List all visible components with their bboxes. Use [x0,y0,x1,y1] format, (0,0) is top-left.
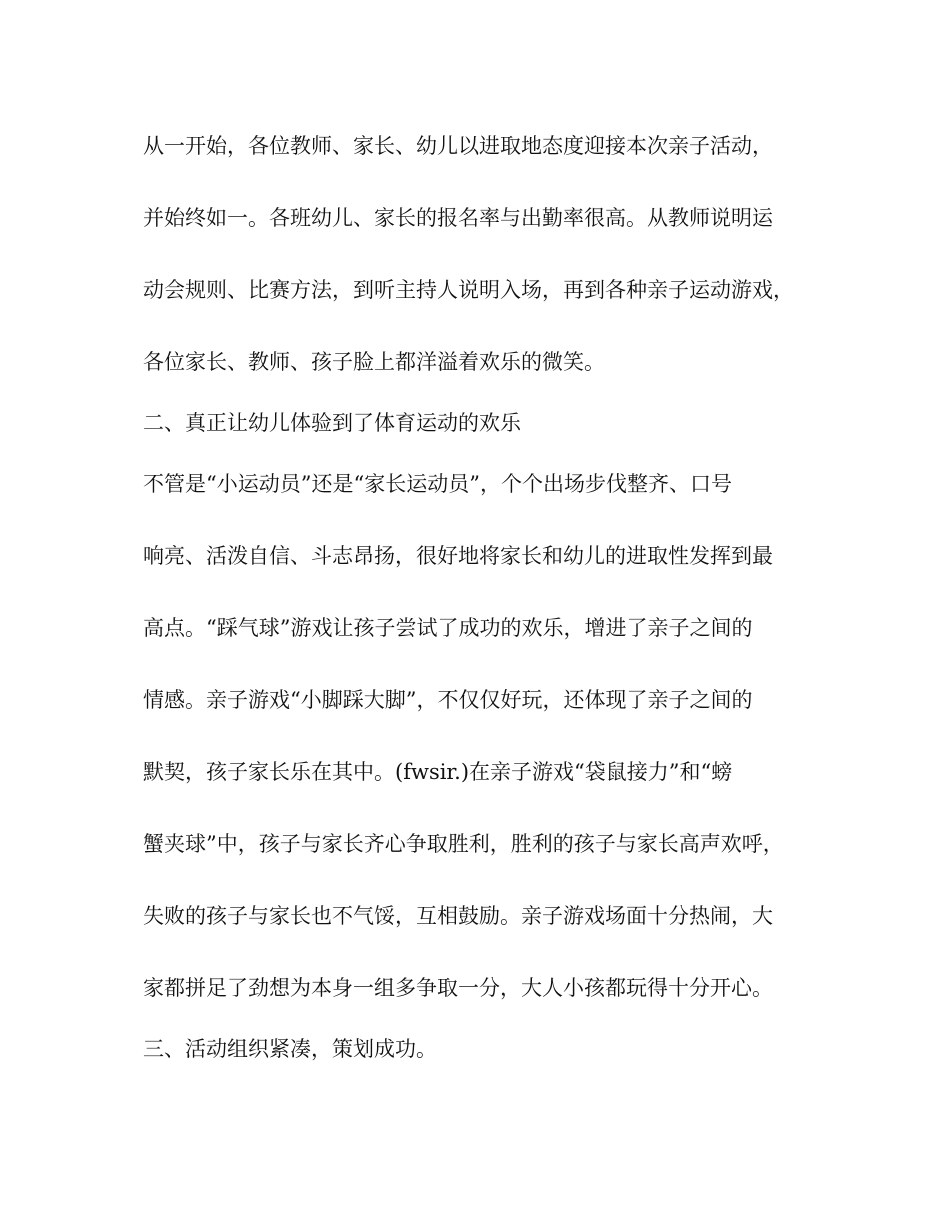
paragraph-line: 动会规则、比赛方法，到听主持人说明入场，再到各种亲子运动游戏， [143,278,794,302]
paragraph-line: 家都拼足了劲想为本身一组多争取一分，大人小孩都玩得十分开心。 [143,976,773,1000]
section-heading: 二、真正让幼儿体验到了体育运动的欢乐 [143,411,521,435]
paragraph-line: 情感。亲子游戏“小脚踩大脚”，不仅仅好玩，还体现了亲子之间的 [143,688,753,712]
paragraph-line: 默契，孩子家长乐在其中。(fwsir.)在亲子游戏“袋鼠接力”和“螃 [143,760,733,784]
paragraph-line: 并始终如一。各班幼儿、家长的报名率与出勤率很高。从教师说明运 [143,206,773,230]
paragraph-line: 高点。“踩气球”游戏让孩子尝试了成功的欢乐，增进了亲子之间的 [143,616,753,640]
section-heading: 三、活动组织紧凑，策划成功。 [143,1037,437,1061]
paragraph-line: 从一开始，各位教师、家长、幼儿以进取地态度迎接本次亲子活动， [143,134,773,158]
paragraph-line: 不管是“小运动员”还是“家长运动员”，个个出场步伐整齐、口号 [143,472,732,496]
paragraph-line: 响亮、活泼自信、斗志昂扬，很好地将家长和幼儿的进取性发挥到最 [143,544,773,568]
paragraph-line: 蟹夹球”中，孩子与家长齐心争取胜利，胜利的孩子与家长高声欢呼， [143,832,784,856]
paragraph-line: 失败的孩子与家长也不气馁，互相鼓励。亲子游戏场面十分热闹，大 [143,904,773,928]
paragraph-line: 各位家长、教师、孩子脸上都洋溢着欢乐的微笑。 [143,350,605,374]
